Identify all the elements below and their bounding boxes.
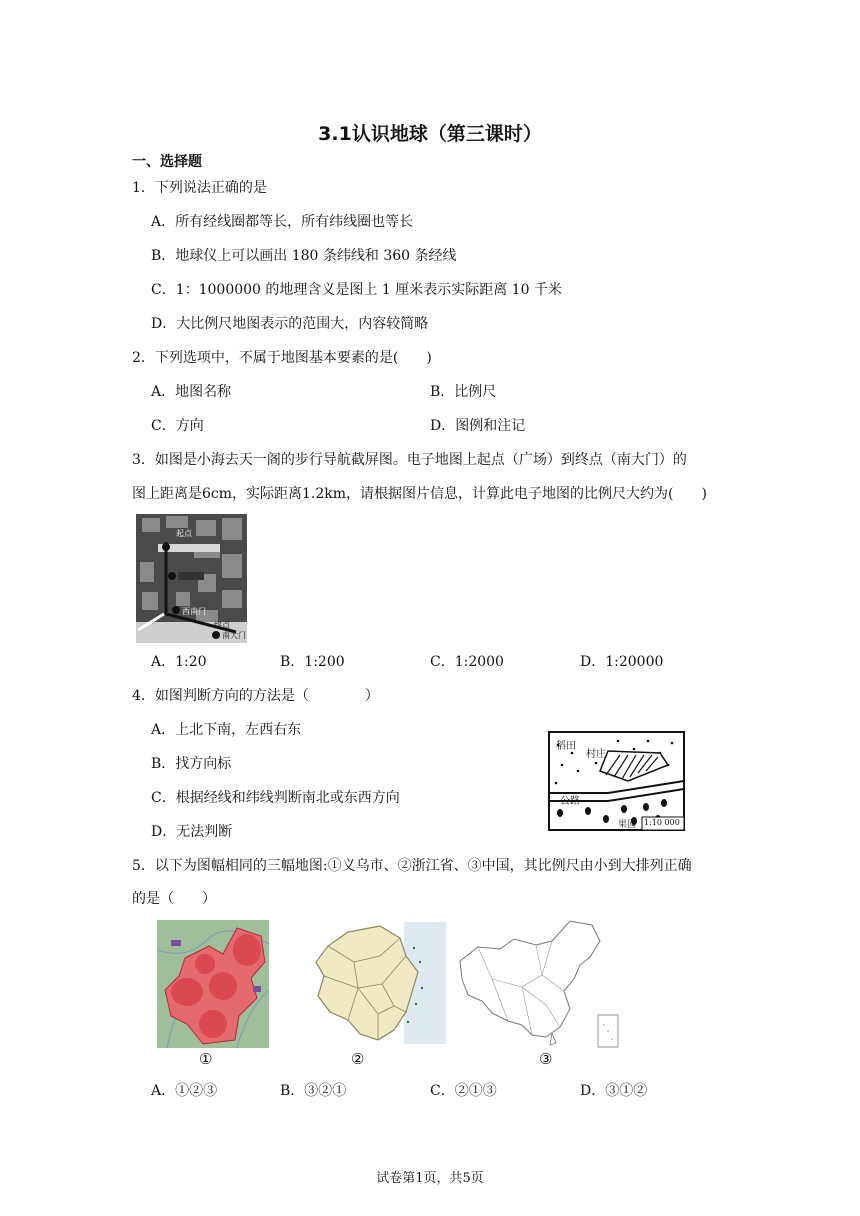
question-1-stem: 1．下列说法正确的是 xyxy=(132,180,267,196)
page-title: 3.1认识地球（第三课时） xyxy=(318,123,542,145)
q3-option-a[interactable]: A．1:20 xyxy=(151,654,207,670)
q3-option-b[interactable]: B．1:200 xyxy=(280,654,345,670)
q2-option-a[interactable]: A．地图名称 xyxy=(151,384,232,400)
china-map-image xyxy=(452,917,622,1050)
zhejiang-map-image xyxy=(308,922,446,1044)
map-end-label: 终点 xyxy=(214,621,230,630)
q5-option-c[interactable]: C．②①③ xyxy=(430,1083,497,1099)
map-2-caption: ② xyxy=(351,1050,365,1068)
q1-option-b[interactable]: B．地球仪上可以画出 180 条纬线和 360 条经线 xyxy=(151,248,457,264)
map-start-label: 起点 xyxy=(176,529,192,538)
q1-option-a[interactable]: A．所有经线圈都等长，所有纬线圈也等长 xyxy=(151,214,414,230)
question-4-stem: 4．如图判断方向的方法是（ ） xyxy=(132,688,379,704)
question-2-stem: 2．下列选项中，不属于地图基本要素的是( ) xyxy=(132,350,432,366)
map-paddy-label: 稻田 xyxy=(556,741,576,752)
q2-option-d[interactable]: D．图例和注记 xyxy=(430,418,526,434)
question-5-stem-line1: 5．以下为图幅相同的三幅地图:①义乌市、②浙江省、③中国，其比例尺由小到大排列正确 xyxy=(132,858,692,874)
q1-option-d[interactable]: D．大比例尺地图表示的范围大，内容较简略 xyxy=(151,316,429,332)
q3-option-d[interactable]: D．1:20000 xyxy=(580,654,664,670)
q2-option-c[interactable]: C．方向 xyxy=(151,418,204,434)
q2-option-b[interactable]: B．比例尺 xyxy=(430,384,497,400)
map-1-caption: ① xyxy=(199,1050,213,1068)
direction-map-image xyxy=(548,731,685,831)
q5-option-b[interactable]: B．③②① xyxy=(280,1083,347,1099)
map-3-caption: ③ xyxy=(539,1050,553,1068)
question-3-stem-line2: 图上距离是6cm，实际距离1.2km，请根据图片信息，计算此电子地图的比例尺大约为( ) xyxy=(132,486,707,502)
q4-option-b[interactable]: B．找方向标 xyxy=(151,756,232,772)
yiwu-map-image xyxy=(157,920,269,1048)
q3-option-c[interactable]: C．1:2000 xyxy=(430,654,504,670)
map-scale-label: 1:10 000 xyxy=(644,818,680,827)
navigation-map-image xyxy=(136,514,247,643)
map-village-label: 村庄 xyxy=(586,749,606,760)
question-3-stem-line1: 3．如图是小海去天一阁的步行导航截屏图。电子地图上起点（广场）到终点（南大门）的 xyxy=(132,452,687,468)
q4-option-a[interactable]: A．上北下南，左西右东 xyxy=(151,722,302,738)
q1-option-c[interactable]: C．1：1000000 的地理含义是图上 1 厘米表示实际距离 10 千米 xyxy=(151,282,562,298)
section-heading: 一、选择题 xyxy=(132,154,202,170)
map-south-gate-label: 南大门 xyxy=(222,631,246,640)
map-road-label: 公路 xyxy=(560,796,580,807)
page-footer: 试卷第1页，共5页 xyxy=(376,1171,484,1186)
q4-option-d[interactable]: D．无法判断 xyxy=(151,824,233,840)
question-5-stem-line2: 的是（ ） xyxy=(132,891,216,907)
q4-option-c[interactable]: C．根据经线和纬线判断南北或东西方向 xyxy=(151,790,400,806)
q5-option-a[interactable]: A．①②③ xyxy=(151,1083,218,1099)
map-west-gate-label: 西南门 xyxy=(182,607,206,616)
map-orchard-label: 果园 xyxy=(618,820,637,830)
q5-option-d[interactable]: D．③①② xyxy=(580,1083,648,1099)
